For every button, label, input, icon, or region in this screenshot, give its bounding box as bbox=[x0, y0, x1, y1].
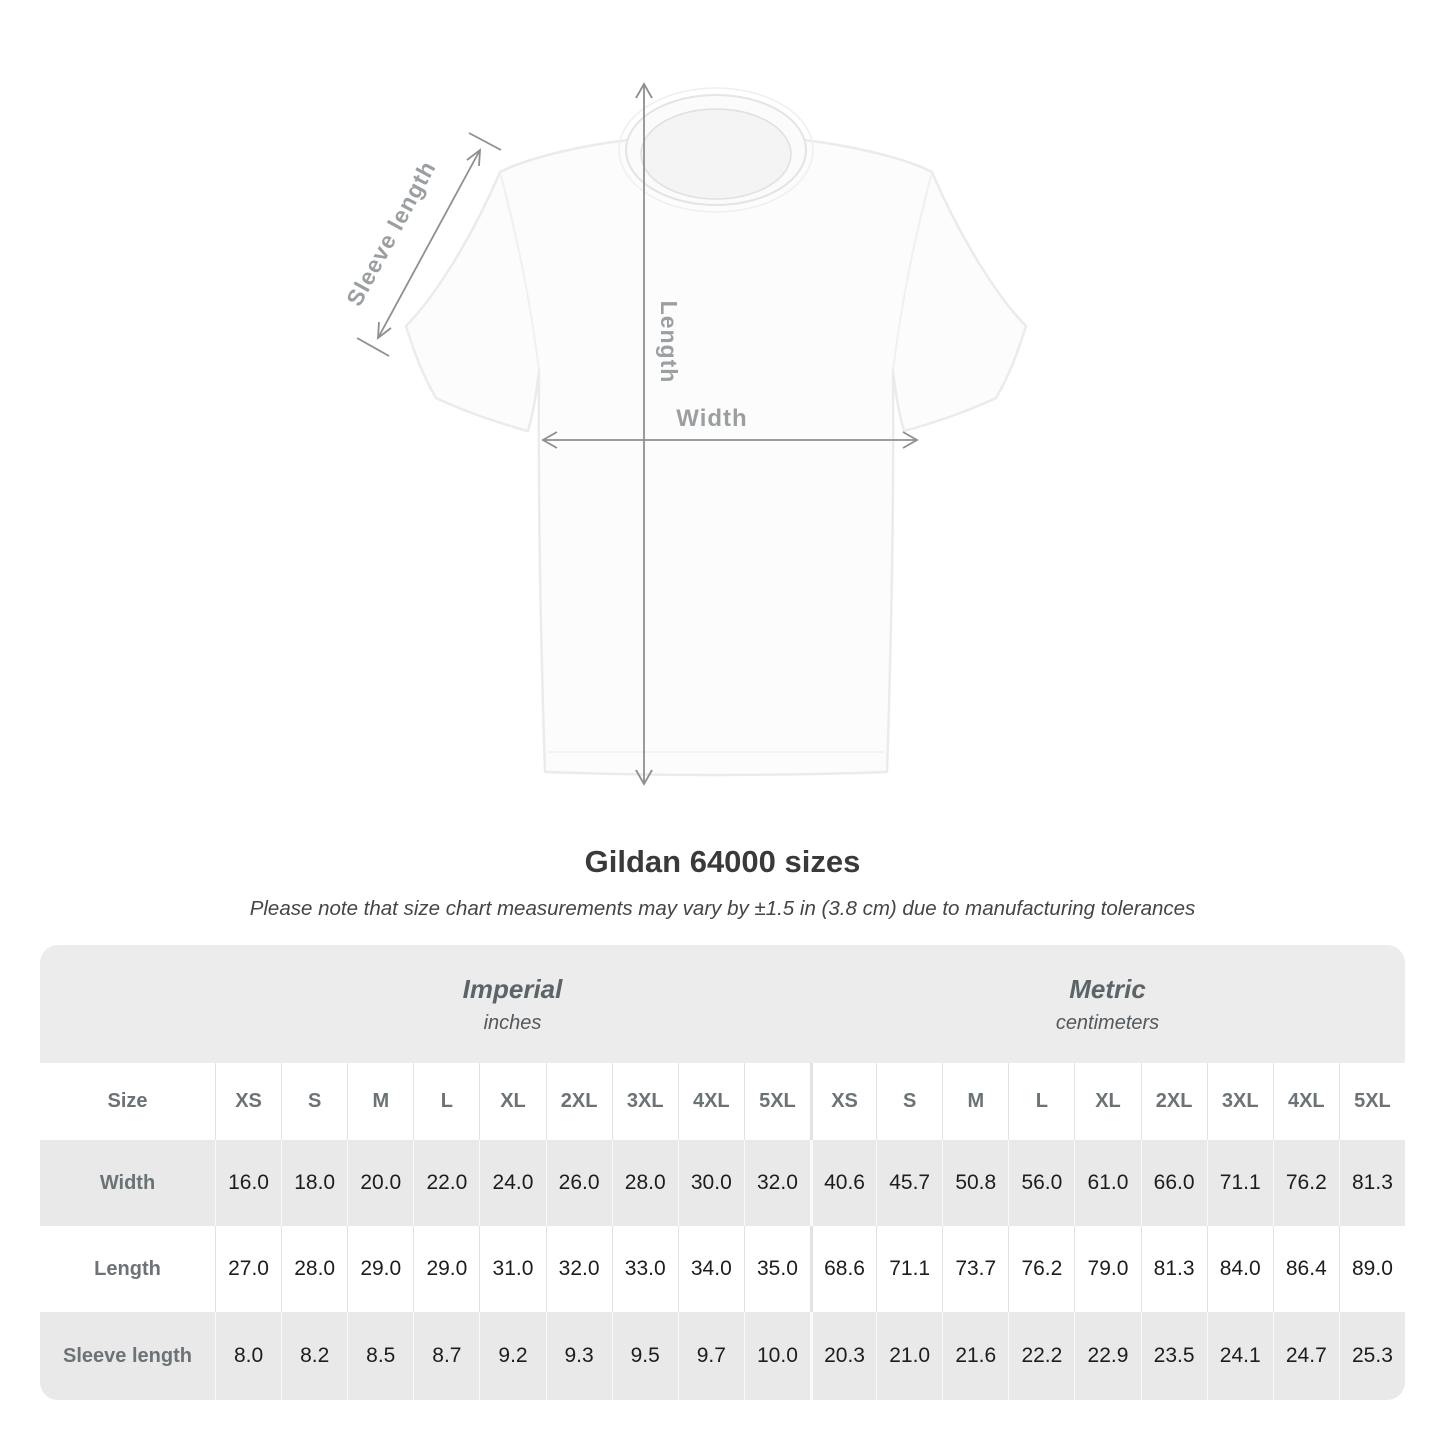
value-cell: 16.0 bbox=[215, 1140, 281, 1226]
value-cell: 22.2 bbox=[1008, 1312, 1074, 1400]
size-column-header: XS bbox=[810, 1063, 876, 1140]
size-column-header: XS bbox=[215, 1063, 281, 1140]
size-column-header: 3XL bbox=[1207, 1063, 1273, 1140]
size-column-header: XL bbox=[479, 1063, 545, 1140]
value-cell: 89.0 bbox=[1339, 1226, 1405, 1312]
value-cell: 81.3 bbox=[1339, 1140, 1405, 1226]
size-column-header: 3XL bbox=[612, 1063, 678, 1140]
value-cell: 8.5 bbox=[347, 1312, 413, 1400]
size-column-header: 5XL bbox=[1339, 1063, 1405, 1140]
imperial-section-title: Imperial bbox=[462, 973, 563, 1004]
value-cell: 35.0 bbox=[744, 1226, 810, 1312]
value-cell: 10.0 bbox=[744, 1312, 810, 1400]
value-cell: 28.0 bbox=[612, 1140, 678, 1226]
value-cell: 8.0 bbox=[215, 1312, 281, 1400]
value-cell: 84.0 bbox=[1207, 1226, 1273, 1312]
size-column-header: XL bbox=[1074, 1063, 1140, 1140]
value-cell: 76.2 bbox=[1008, 1226, 1074, 1312]
size-row-label: Size bbox=[40, 1063, 215, 1140]
value-cell: 40.6 bbox=[810, 1140, 876, 1226]
value-cell: 26.0 bbox=[546, 1140, 612, 1226]
size-column-header: 2XL bbox=[546, 1063, 612, 1140]
value-cell: 9.7 bbox=[678, 1312, 744, 1400]
metric-section-header bbox=[810, 945, 1405, 1063]
size-column-header: M bbox=[347, 1063, 413, 1140]
value-cell: 45.7 bbox=[876, 1140, 942, 1226]
value-cell: 66.0 bbox=[1141, 1140, 1207, 1226]
value-cell: 86.4 bbox=[1273, 1226, 1339, 1312]
tolerance-note: Please note that size chart measurements may vary by ±1.5 in (3.8 cm) due to manufacturing tolerances bbox=[249, 897, 1196, 920]
metric-section-title: Metric bbox=[1069, 973, 1146, 1004]
value-cell: 27.0 bbox=[215, 1226, 281, 1312]
value-cell: 81.3 bbox=[1141, 1226, 1207, 1312]
imperial-section-unit: inches bbox=[483, 1011, 542, 1034]
value-cell: 24.7 bbox=[1273, 1312, 1339, 1400]
value-cell: 71.1 bbox=[876, 1226, 942, 1312]
imperial-section-header bbox=[215, 945, 810, 1063]
value-cell: 34.0 bbox=[678, 1226, 744, 1312]
value-cell: 20.0 bbox=[347, 1140, 413, 1226]
size-column-header: M bbox=[942, 1063, 1008, 1140]
size-column-header: L bbox=[1008, 1063, 1074, 1140]
row-label: Length bbox=[40, 1226, 215, 1312]
value-cell: 29.0 bbox=[347, 1226, 413, 1312]
size-column-header: 4XL bbox=[1273, 1063, 1339, 1140]
page-title: Gildan 64000 sizes bbox=[584, 844, 861, 879]
size-column-header: 4XL bbox=[678, 1063, 744, 1140]
value-cell: 32.0 bbox=[546, 1226, 612, 1312]
size-column-header: L bbox=[413, 1063, 479, 1140]
row-label: Sleeve length bbox=[40, 1312, 215, 1400]
value-cell: 24.1 bbox=[1207, 1312, 1273, 1400]
value-cell: 68.6 bbox=[810, 1226, 876, 1312]
value-cell: 18.0 bbox=[281, 1140, 347, 1226]
size-column-header: S bbox=[281, 1063, 347, 1140]
value-cell: 71.1 bbox=[1207, 1140, 1273, 1226]
value-cell: 32.0 bbox=[744, 1140, 810, 1226]
value-cell: 61.0 bbox=[1074, 1140, 1140, 1226]
value-cell: 31.0 bbox=[479, 1226, 545, 1312]
size-column-header: 5XL bbox=[744, 1063, 810, 1140]
value-cell: 23.5 bbox=[1141, 1312, 1207, 1400]
value-cell: 73.7 bbox=[942, 1226, 1008, 1312]
length-label: Length bbox=[655, 300, 682, 384]
value-cell: 8.7 bbox=[413, 1312, 479, 1400]
value-cell: 79.0 bbox=[1074, 1226, 1140, 1312]
section-header-band bbox=[40, 945, 1405, 1063]
value-cell: 30.0 bbox=[678, 1140, 744, 1226]
value-cell: 29.0 bbox=[413, 1226, 479, 1312]
metric-section-unit: centimeters bbox=[1055, 1011, 1160, 1034]
value-cell: 9.3 bbox=[546, 1312, 612, 1400]
value-cell: 8.2 bbox=[281, 1312, 347, 1400]
value-cell: 9.5 bbox=[612, 1312, 678, 1400]
size-table bbox=[40, 945, 1405, 1400]
value-cell: 56.0 bbox=[1008, 1140, 1074, 1226]
row-label: Width bbox=[40, 1140, 215, 1226]
value-cell: 22.0 bbox=[413, 1140, 479, 1226]
value-cell: 33.0 bbox=[612, 1226, 678, 1312]
size-column-header: S bbox=[876, 1063, 942, 1140]
value-cell: 28.0 bbox=[281, 1226, 347, 1312]
value-cell: 76.2 bbox=[1273, 1140, 1339, 1226]
width-label: Width bbox=[676, 405, 748, 432]
value-cell: 25.3 bbox=[1339, 1312, 1405, 1400]
value-cell: 22.9 bbox=[1074, 1312, 1140, 1400]
value-cell: 50.8 bbox=[942, 1140, 1008, 1226]
value-cell: 21.0 bbox=[876, 1312, 942, 1400]
sleeve-length-label: Sleeve length bbox=[341, 156, 441, 311]
value-cell: 21.6 bbox=[942, 1312, 1008, 1400]
value-cell: 24.0 bbox=[479, 1140, 545, 1226]
value-cell: 20.3 bbox=[810, 1312, 876, 1400]
size-column-header: 2XL bbox=[1141, 1063, 1207, 1140]
collar-opening bbox=[641, 109, 791, 199]
size-table-grid bbox=[40, 1063, 1405, 1400]
value-cell: 9.2 bbox=[479, 1312, 545, 1400]
